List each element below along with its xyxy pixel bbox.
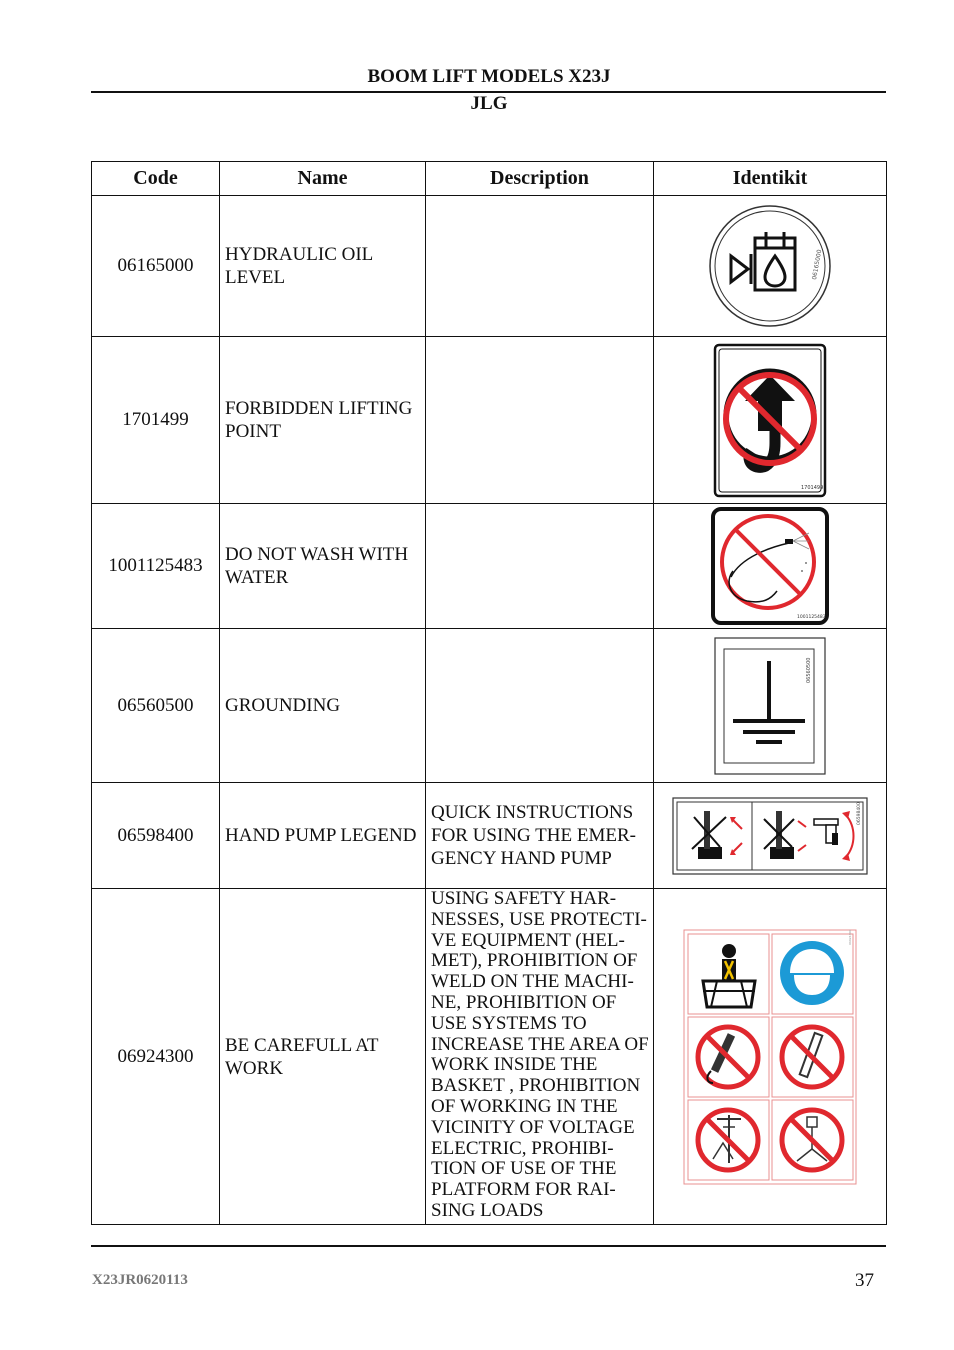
decal-code-label: 06165000 bbox=[811, 249, 824, 281]
forbidden-lifting-point-icon bbox=[713, 343, 827, 498]
no-water-wash-icon bbox=[711, 507, 829, 625]
table-row bbox=[92, 629, 887, 783]
row-description: QUICK INSTRUCTIONS FOR USING THE EMER-GENCY HAND PUMP bbox=[426, 783, 654, 889]
column-header-code: Code bbox=[92, 162, 220, 196]
row-name: FORBIDDEN LIFTING POINT bbox=[220, 337, 426, 504]
column-header-identikit: Identikit bbox=[654, 162, 887, 196]
row-description: USING SAFETY HAR-NESSES, USE PROTECTI-VE EQUIPMENT (HEL-MET), PROHIBITION OF WELD ON THE MACHI-NE, PROHIBITION OF USE SYSTEMS TO INCREASE THE AREA OF WORK INSIDE THE BASKET , PROHIBITION OF WORKING IN THE VICINITY OF VOLTAGE ELECTRIC, PROHIBI-TION OF USE OF THE PLATFORM FOR RAI-SING LOADS bbox=[426, 889, 654, 1225]
decal-code-label: 06598400 bbox=[857, 801, 862, 825]
table-row bbox=[92, 889, 887, 1225]
row-code: 1001125483 bbox=[92, 504, 220, 629]
footer-divider bbox=[91, 1245, 886, 1247]
safety-pictograms-icon bbox=[683, 929, 857, 1185]
row-name: DO NOT WASH WITH WATER bbox=[220, 504, 426, 629]
hydraulic-oil-level-icon bbox=[708, 204, 832, 328]
column-header-description: Description bbox=[426, 162, 654, 196]
table-row bbox=[92, 337, 887, 504]
hand-pump-legend-icon bbox=[672, 797, 868, 875]
document-reference: X23JR0620113 bbox=[92, 1272, 188, 1288]
column-header-name: Name bbox=[220, 162, 426, 196]
decal-code-label: 1701499 bbox=[801, 484, 824, 491]
table-row bbox=[92, 504, 887, 629]
row-name: GROUNDING bbox=[220, 629, 426, 783]
row-name: BE CAREFULL AT WORK bbox=[220, 889, 426, 1225]
page-number: 37 bbox=[855, 1270, 874, 1291]
row-description bbox=[426, 196, 654, 337]
decal-code-label: 06924300 bbox=[848, 929, 852, 945]
row-description bbox=[426, 504, 654, 629]
row-code: 06924300 bbox=[92, 889, 220, 1225]
table-header-row bbox=[92, 162, 887, 196]
decals-table bbox=[91, 161, 887, 1225]
row-code: 06560500 bbox=[92, 629, 220, 783]
decal-code-label: 06560500 bbox=[806, 657, 812, 683]
row-code: 06598400 bbox=[92, 783, 220, 889]
row-description bbox=[426, 337, 654, 504]
row-name: HYDRAULIC OIL LEVEL bbox=[220, 196, 426, 337]
row-code: 06165000 bbox=[92, 196, 220, 337]
row-description bbox=[426, 629, 654, 783]
document-title: BOOM LIFT MODELS X23J bbox=[367, 66, 611, 87]
table-row bbox=[92, 783, 887, 889]
decal-code-label: 1001125483 bbox=[797, 615, 826, 620]
table-row bbox=[92, 196, 887, 337]
row-code: 1701499 bbox=[92, 337, 220, 504]
document-brand: JLG bbox=[470, 93, 508, 114]
grounding-icon bbox=[714, 637, 826, 775]
row-name: HAND PUMP LEGEND bbox=[220, 783, 426, 889]
